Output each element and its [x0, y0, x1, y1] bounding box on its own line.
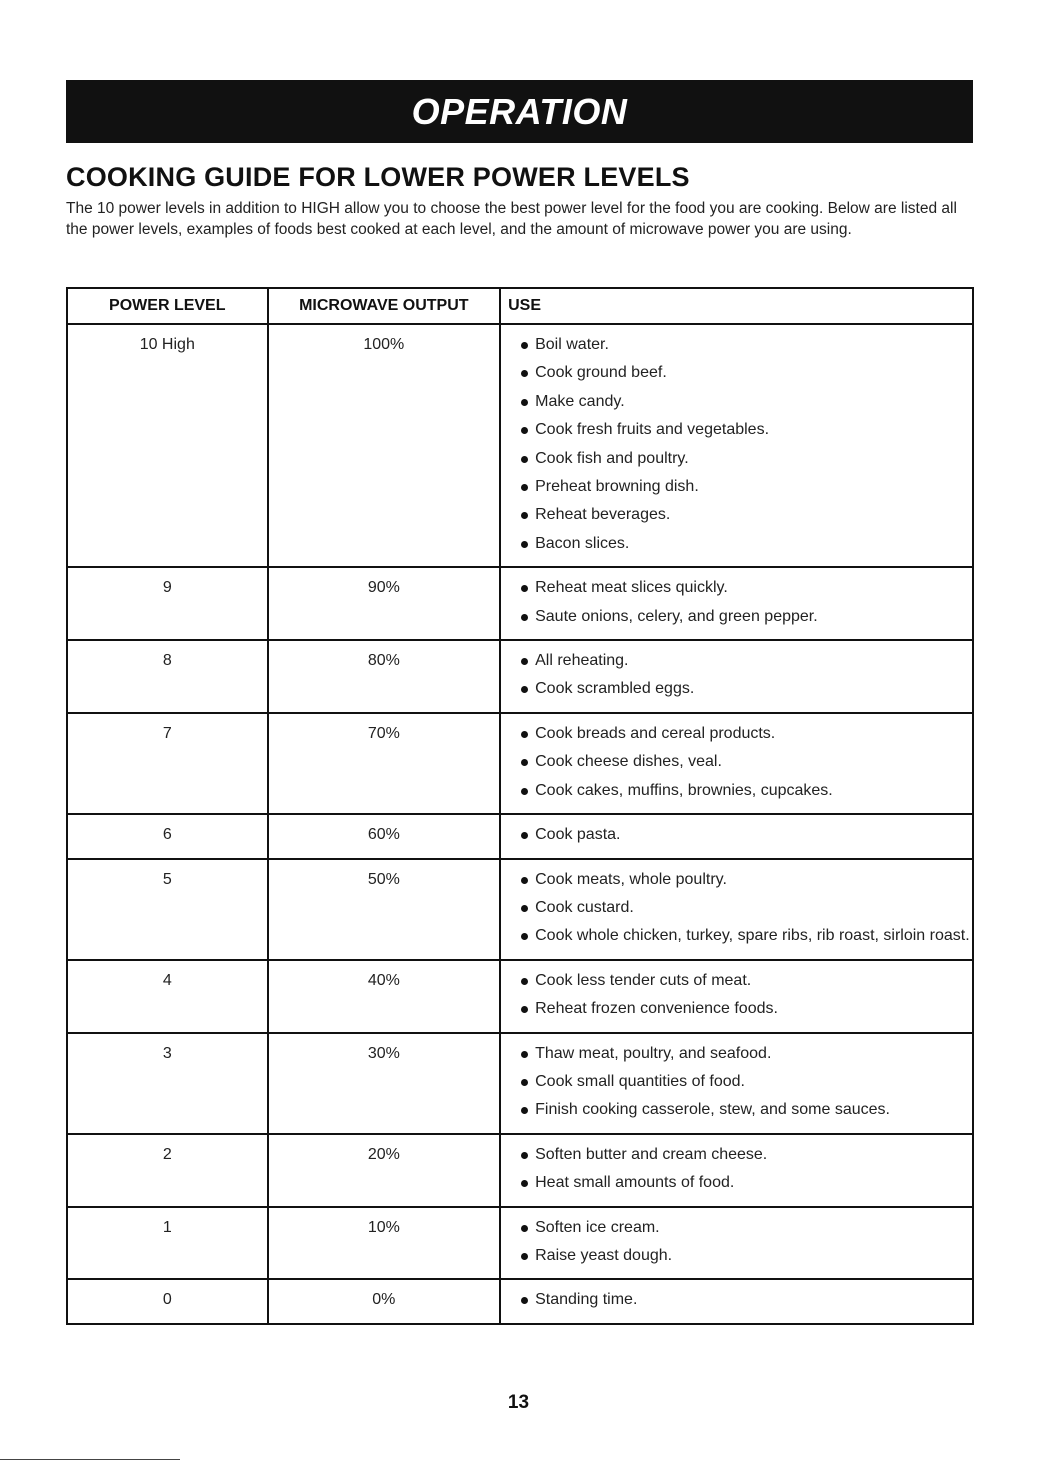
page-title: COOKING GUIDE FOR LOWER POWER LEVELS — [66, 162, 690, 192]
power-level-cell: 7 — [67, 713, 268, 814]
use-list-item: Standing time. — [519, 1286, 972, 1314]
use-list-item: Saute onions, celery, and green pepper. — [519, 603, 972, 631]
microwave-output-cell: 60% — [268, 814, 501, 858]
use-list-item: Cook custard. — [519, 894, 972, 922]
use-cell — [500, 1033, 973, 1134]
microwave-output-cell: 90% — [268, 567, 501, 640]
table-row — [67, 814, 973, 858]
use-cell — [500, 713, 973, 814]
header-use: USE — [500, 288, 973, 324]
use-list-item: Reheat meat slices quickly. — [519, 574, 972, 602]
use-cell — [500, 960, 973, 1033]
use-list-item: Heat small amounts of food. — [519, 1169, 972, 1197]
table-row — [67, 1279, 973, 1323]
use-cell — [500, 1134, 973, 1207]
use-list-item: Raise yeast dough. — [519, 1242, 972, 1270]
use-list-item: Cook fresh fruits and vegetables. — [519, 416, 972, 444]
power-level-cell: 4 — [67, 960, 268, 1033]
table-header-row — [67, 288, 973, 324]
power-level-cell: 6 — [67, 814, 268, 858]
use-list-item: Cook scrambled eggs. — [519, 675, 972, 703]
header-power-level: POWER LEVEL — [67, 288, 268, 324]
table-row — [67, 640, 973, 713]
table-row — [67, 1134, 973, 1207]
table-row — [67, 859, 973, 960]
microwave-output-cell: 40% — [268, 960, 501, 1033]
intro-paragraph: The 10 power levels in addition to HIGH allow you to choose the best power level for the food you are cooking. Below are listed all the power levels, examples of foods best cooked at each level, and the amount of microwave power you are using. — [66, 200, 957, 238]
power-level-cell: 1 — [67, 1207, 268, 1280]
use-list-item: Cook cheese dishes, veal. — [519, 748, 972, 776]
table-body — [67, 324, 973, 1324]
use-list-item: Boil water. — [519, 331, 972, 359]
use-list-item: Cook meats, whole poultry. — [519, 866, 972, 894]
use-list-item: Thaw meat, poultry, and seafood. — [519, 1040, 972, 1068]
power-level-cell: 3 — [67, 1033, 268, 1134]
section-banner — [66, 80, 973, 143]
use-list-item: Bacon slices. — [519, 530, 972, 558]
use-list-item: Reheat beverages. — [519, 501, 972, 529]
use-list-item: Preheat browning dish. — [519, 473, 972, 501]
microwave-output-cell: 20% — [268, 1134, 501, 1207]
use-cell — [500, 324, 973, 567]
table-row — [67, 1207, 973, 1280]
microwave-output-cell: 80% — [268, 640, 501, 713]
use-cell — [500, 567, 973, 640]
use-list-item: Cook breads and cereal products. — [519, 720, 972, 748]
page-number: 13 — [507, 1392, 530, 1413]
microwave-output-cell: 30% — [268, 1033, 501, 1134]
power-level-cell: 0 — [67, 1279, 268, 1323]
use-list-item: All reheating. — [519, 647, 972, 675]
microwave-output-cell: 100% — [268, 324, 501, 567]
use-list-item: Cook less tender cuts of meat. — [519, 967, 972, 995]
use-list-item: Cook small quantities of food. — [519, 1068, 972, 1096]
table-row — [67, 713, 973, 814]
power-level-table — [66, 287, 974, 1325]
power-level-cell: 2 — [67, 1134, 268, 1207]
use-list-item: Make candy. — [519, 388, 972, 416]
table-row — [67, 567, 973, 640]
power-level-cell: 9 — [67, 567, 268, 640]
use-cell — [500, 1207, 973, 1280]
use-list-item: Soften ice cream. — [519, 1214, 972, 1242]
use-list-item: Cook ground beef. — [519, 359, 972, 387]
use-list-item: Finish cooking casserole, stew, and some sauces. — [519, 1096, 972, 1124]
microwave-output-cell: 70% — [268, 713, 501, 814]
use-cell — [500, 1279, 973, 1323]
use-list-item: Cook fish and poultry. — [519, 445, 972, 473]
use-cell — [500, 814, 973, 858]
microwave-output-cell: 50% — [268, 859, 501, 960]
use-list-item: Soften butter and cream cheese. — [519, 1141, 972, 1169]
use-list-item: Reheat frozen convenience foods. — [519, 995, 972, 1023]
use-cell — [500, 640, 973, 713]
banner-title: OPERATION — [411, 90, 628, 132]
table-row — [67, 960, 973, 1033]
use-cell — [500, 859, 973, 960]
table-row — [67, 324, 973, 567]
power-level-cell: 10 High — [67, 324, 268, 567]
use-list-item: Cook pasta. — [519, 821, 972, 849]
table-row — [67, 1033, 973, 1134]
use-list-item: Cook cakes, muffins, brownies, cupcakes. — [519, 777, 972, 805]
power-level-cell: 8 — [67, 640, 268, 713]
header-microwave-output: MICROWAVE OUTPUT — [268, 288, 501, 324]
microwave-output-cell: 10% — [268, 1207, 501, 1280]
use-list-item: Cook whole chicken, turkey, spare ribs, rib roast, sirloin roast. — [519, 922, 972, 950]
footer-rule — [0, 1459, 180, 1460]
power-level-cell: 5 — [67, 859, 268, 960]
microwave-output-cell: 0% — [268, 1279, 501, 1323]
